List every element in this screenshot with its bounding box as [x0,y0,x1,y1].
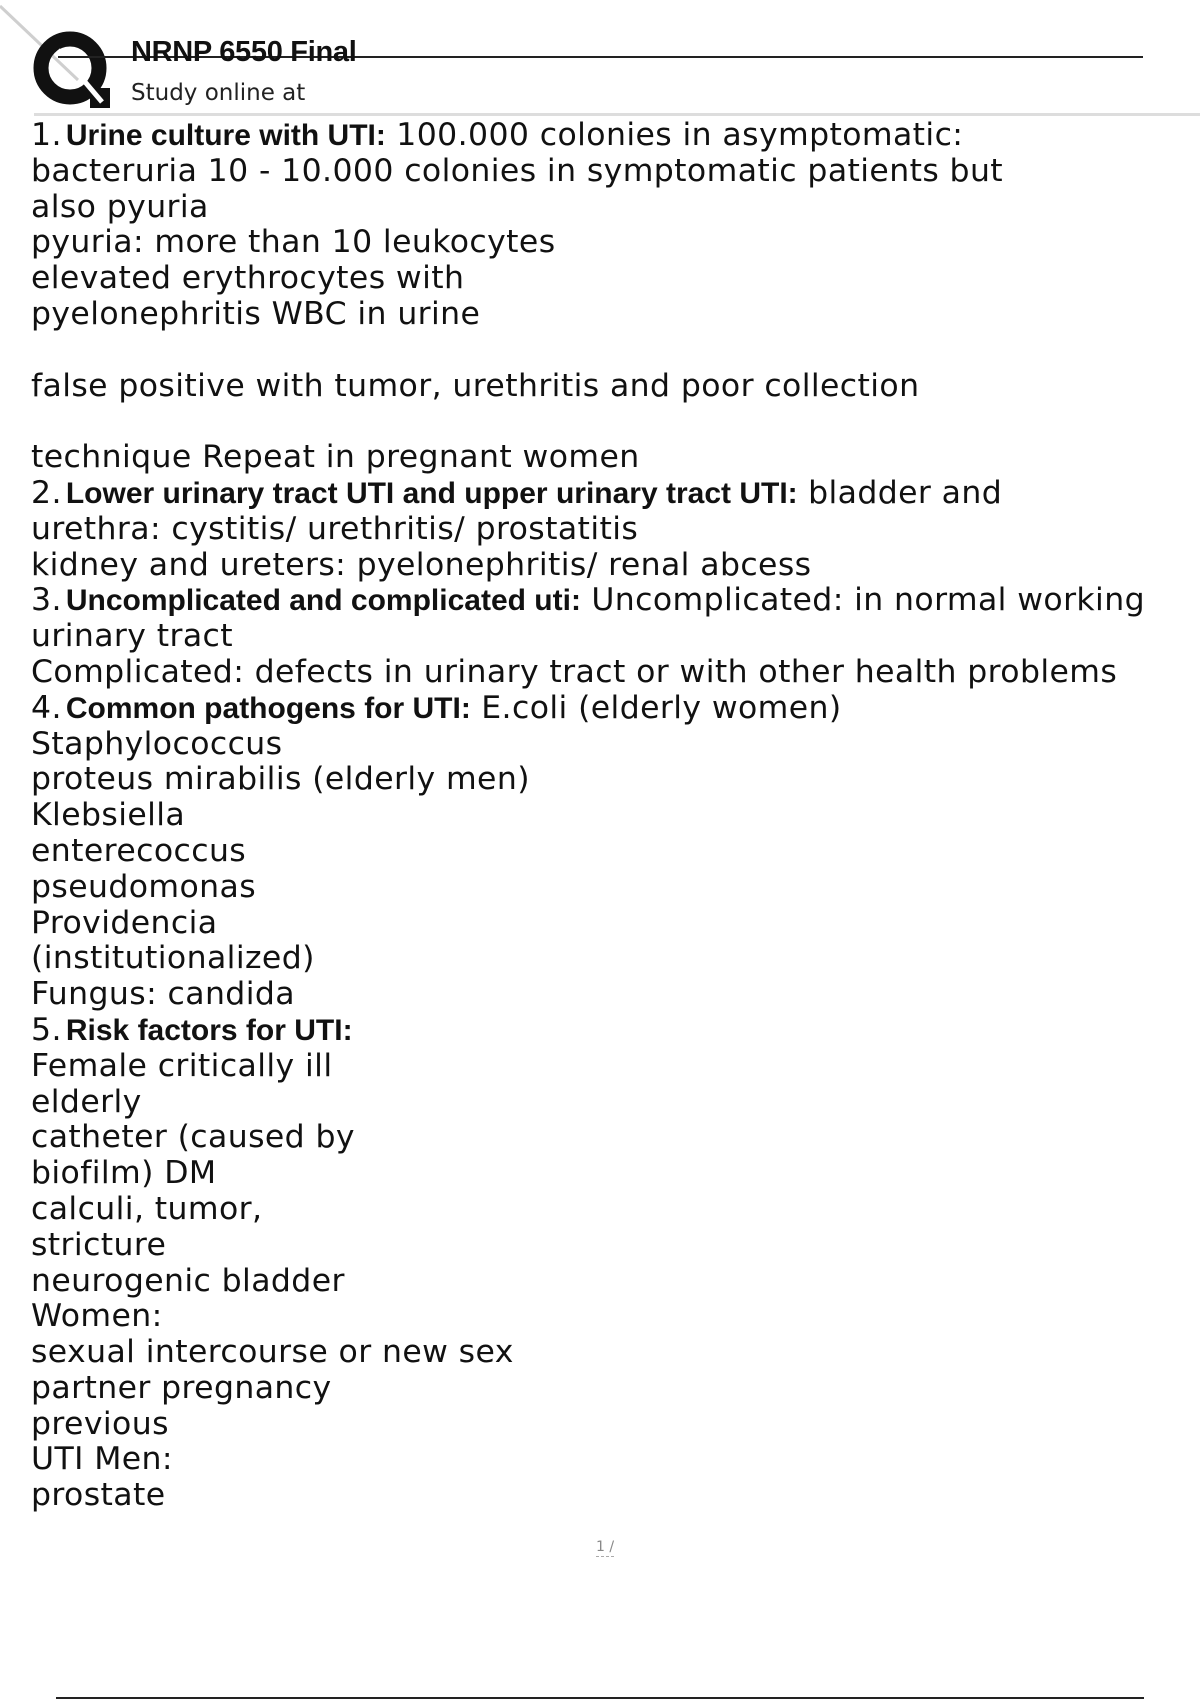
answer-line: catheter (caused by [31,1119,355,1156]
answer-line [31,333,1191,369]
answer-line: false positive with tumor, urethritis and poor collection [31,367,920,404]
flashcard-item [31,1013,1191,1514]
flashcard-item [31,476,1191,583]
flashcard-item [31,691,1191,1013]
answer-line: biofilm) DM [31,1155,217,1192]
answer-line: urinary tract [31,618,234,655]
answer-line: urethra: cystitis/ urethritis/ prostatitis [31,510,639,547]
flashcard-question-line [31,118,1191,154]
answer-line: also pyuria [31,188,209,225]
answer-line: calculi, tumor, [31,1190,263,1227]
item-number: 4. [31,689,62,726]
answer-line: Women: [31,1298,163,1335]
question-heading: Common pathogens for UTI: [65,691,471,725]
quizlet-logo-icon [32,30,112,110]
item-number: 2. [31,474,62,511]
answer-text: Uncomplicated: in normal working [580,582,1145,619]
answer-line: technique Repeat in pregnant women [31,439,640,476]
answer-line: sexual intercourse or new sex [31,1334,514,1371]
answer-line: stricture [31,1226,167,1263]
answer-line: Providencia [31,904,218,941]
answer-line: Klebsiella [31,797,186,834]
answer-line: elderly [31,1083,142,1120]
answer-line: Fungus: candida [31,976,295,1013]
answer-line: pseudomonas [31,868,257,905]
answer-line: elevated erythrocytes with [31,260,465,297]
answer-line: bacteruria 10 - 10.000 colonies in symptomatic patients but [31,152,1004,189]
answer-line: neurogenic bladder [31,1262,345,1299]
answer-line: enterecoccus [31,832,247,869]
item-number: 1. [31,117,62,153]
item-number: 5. [31,1011,62,1048]
study-online-text: Study online at [131,80,306,106]
answer-line: UTI Men: [31,1441,173,1478]
flashcard-list [31,118,1191,1514]
page-header [0,0,1200,118]
question-heading: Lower urinary tract UTI and upper urinary tract UTI: [65,476,798,510]
flashcard-question-line [31,476,1191,512]
answer-line: Female critically ill [31,1047,333,1084]
flashcard-question-line [31,583,1191,619]
answer-line: partner pregnancy [31,1369,332,1406]
answer-line: (institutionalized) [31,940,315,977]
flashcard-item [31,118,1191,476]
flashcard-question-line [31,691,1191,727]
answer-line: prostate [31,1477,166,1514]
answer-text: E.coli (elderly women) [470,689,842,726]
answer-text: bladder and [797,474,1003,511]
answer-line: pyuria: more than 10 leukocytes [31,224,556,261]
answer-line: previous [31,1405,169,1442]
answer-line [31,404,1191,440]
question-heading: Risk factors for UTI: [65,1013,353,1047]
flashcard-item [31,583,1191,690]
answer-line: pyelonephritis WBC in urine [31,295,481,332]
footer-divider [56,1697,1144,1699]
flashcard-question-line [31,1013,1191,1049]
answer-line: Staphylococcus [31,725,283,762]
answer-line: kidney and ureters: pyelonephritis/ renal abcess [31,546,812,583]
question-heading: Uncomplicated and complicated uti: [65,584,581,618]
document-title: NRNP 6550 Final [131,36,357,68]
answer-text: 100.000 colonies in asymptomatic: [385,117,964,153]
question-heading: Urine culture with UTI: [65,119,386,152]
page-number: 1 / [596,1539,615,1555]
header-divider [34,113,1200,116]
answer-line: Complicated: defects in urinary tract or with other health problems [31,653,1118,690]
item-number: 3. [31,582,62,619]
answer-line: proteus mirabilis (elderly men) [31,761,530,798]
